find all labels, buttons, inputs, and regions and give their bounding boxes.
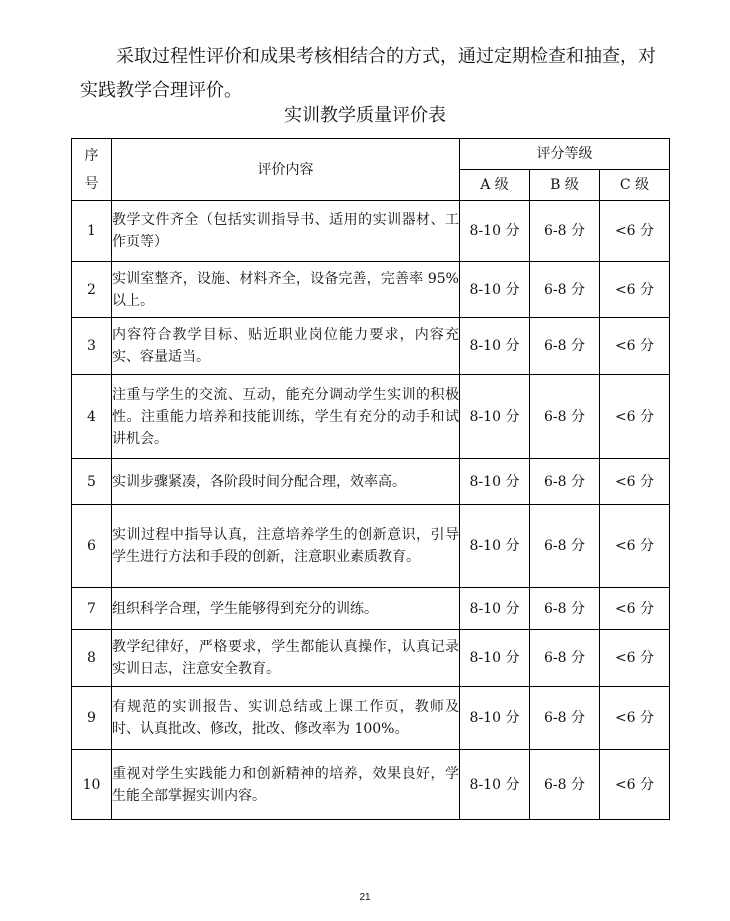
row-number: 6 [72, 505, 112, 588]
table-row [72, 262, 670, 318]
grade-b-cell: 6-8 分 [530, 201, 600, 262]
row-number: 9 [72, 687, 112, 750]
grade-c-header: C 级 [600, 170, 670, 201]
row-content: 内容符合教学目标、贴近职业岗位能力要求，内容充实、容量适当。 [112, 318, 460, 375]
grade-b-cell: 6-8 分 [530, 588, 600, 630]
row-number: 10 [72, 750, 112, 820]
grade-a-cell: 8-10 分 [460, 262, 530, 318]
table-row [72, 459, 670, 505]
grade-b-cell: 6-8 分 [530, 262, 600, 318]
table-row [72, 375, 670, 459]
table-row [72, 201, 670, 262]
row-number: 4 [72, 375, 112, 459]
seq-header-char-1: 序 [84, 147, 99, 164]
grade-c-cell: <6 分 [600, 459, 670, 505]
grade-a-cell: 8-10 分 [460, 750, 530, 820]
grades-header: 评分等级 [460, 139, 670, 170]
row-content: 实训过程中指导认真，注意培养学生的创新意识，引导学生进行方法和手段的创新，注意职业素质教育。 [112, 505, 460, 588]
intro-paragraph [80, 40, 680, 108]
grade-c-cell: <6 分 [600, 318, 670, 375]
grade-c-cell: <6 分 [600, 630, 670, 687]
row-number: 1 [72, 201, 112, 262]
grade-a-cell: 8-10 分 [460, 505, 530, 588]
grade-c-cell: <6 分 [600, 201, 670, 262]
grade-a-cell: 8-10 分 [460, 318, 530, 375]
grade-c-cell: <6 分 [600, 262, 670, 318]
row-content: 教学文件齐全（包括实训指导书、适用的实训器材、工作页等） [112, 201, 460, 262]
grade-b-cell: 6-8 分 [530, 375, 600, 459]
evaluation-table [71, 138, 670, 820]
table-row [72, 505, 670, 588]
row-number: 8 [72, 630, 112, 687]
intro-line-2: 实践教学合理评价。 [80, 80, 242, 101]
row-content: 组织科学合理，学生能够得到充分的训练。 [112, 588, 460, 630]
table-row [72, 630, 670, 687]
table-row [72, 318, 670, 375]
grade-a-cell: 8-10 分 [460, 459, 530, 505]
table-row [72, 588, 670, 630]
row-content: 教学纪律好，严格要求，学生都能认真操作，认真记录实训日志，注意安全教育。 [112, 630, 460, 687]
row-content: 实训室整齐，设施、材料齐全，设备完善，完善率 95%以上。 [112, 262, 460, 318]
row-content: 有规范的实训报告、实训总结或上课工作页，教师及时、认真批改、修改，批改、修改率为 100%。 [112, 687, 460, 750]
grade-b-cell: 6-8 分 [530, 318, 600, 375]
grade-b-cell: 6-8 分 [530, 630, 600, 687]
table-row [72, 750, 670, 820]
row-number: 7 [72, 588, 112, 630]
grade-a-cell: 8-10 分 [460, 588, 530, 630]
grade-c-cell: <6 分 [600, 505, 670, 588]
grade-a-cell: 8-10 分 [460, 687, 530, 750]
grade-b-cell: 6-8 分 [530, 505, 600, 588]
grade-a-header: A 级 [460, 170, 530, 201]
row-content: 注重与学生的交流、互动，能充分调动学生实训的积极性。注重能力培养和技能训练，学生有充分的动手和试讲机会。 [112, 375, 460, 459]
row-content: 实训步骤紧凑，各阶段时间分配合理，效率高。 [112, 459, 460, 505]
grade-c-cell: <6 分 [600, 375, 670, 459]
grade-b-cell: 6-8 分 [530, 459, 600, 505]
grade-b-cell: 6-8 分 [530, 687, 600, 750]
grade-c-cell: <6 分 [600, 687, 670, 750]
grade-a-cell: 8-10 分 [460, 201, 530, 262]
table-title: 实训教学质量评价表 [284, 105, 446, 126]
intro-line-1: 采取过程性评价和成果考核相结合的方式，通过定期检查和抽查，对 [116, 46, 656, 67]
content-header: 评价内容 [112, 139, 460, 201]
grade-a-cell: 8-10 分 [460, 630, 530, 687]
row-number: 5 [72, 459, 112, 505]
row-content: 重视对学生实践能力和创新精神的培养，效果良好，学生能全部掌握实训内容。 [112, 750, 460, 820]
grade-c-cell: <6 分 [600, 588, 670, 630]
grade-c-cell: <6 分 [600, 750, 670, 820]
row-number: 2 [72, 262, 112, 318]
page-number: 21 [359, 892, 371, 903]
seq-header [72, 139, 112, 201]
grade-b-cell: 6-8 分 [530, 750, 600, 820]
seq-header-char-2: 号 [84, 175, 99, 192]
table-row [72, 687, 670, 750]
row-number: 3 [72, 318, 112, 375]
grade-b-header: B 级 [530, 170, 600, 201]
grade-a-cell: 8-10 分 [460, 375, 530, 459]
